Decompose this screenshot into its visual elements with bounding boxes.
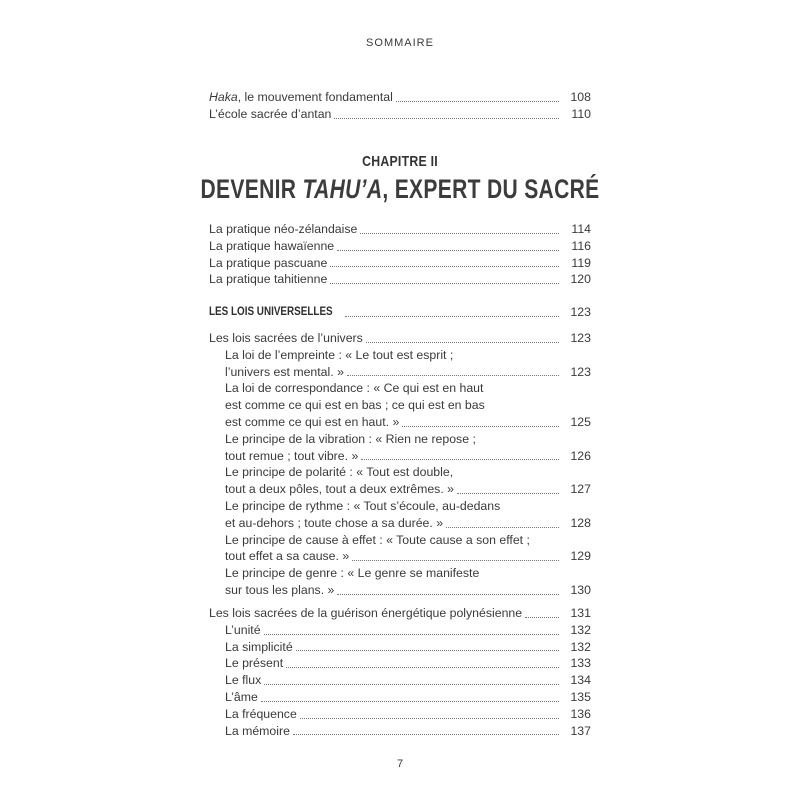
toc-entry-last-line bbox=[225, 364, 591, 381]
toc-subentry bbox=[209, 380, 591, 430]
toc-entry-label: La mémoire bbox=[225, 723, 290, 738]
toc-entry-line: est comme ce qui est en haut. » bbox=[225, 414, 400, 429]
running-head: SOMMAIRE bbox=[366, 37, 434, 49]
dot-leader bbox=[402, 426, 559, 427]
toc-entry-label: Les lois sacrées de l’univers bbox=[209, 331, 363, 345]
toc-entry-line: Le principe de polarité : « Tout est double, bbox=[225, 465, 454, 480]
dot-leader bbox=[337, 250, 559, 251]
toc-healing-block bbox=[209, 605, 591, 739]
toc-entry-page: 126 bbox=[570, 448, 591, 463]
toc-entry-page: 123 bbox=[570, 305, 591, 319]
dot-leader bbox=[457, 493, 559, 494]
toc-group-heading bbox=[209, 605, 591, 622]
dot-leader bbox=[261, 701, 559, 702]
toc-entry-label: La fréquence bbox=[225, 706, 297, 721]
toc-section-block bbox=[209, 304, 591, 321]
toc-subentry bbox=[209, 639, 591, 656]
dot-leader bbox=[525, 617, 559, 618]
toc-entry-page: 135 bbox=[570, 689, 591, 704]
toc-subentry bbox=[209, 565, 591, 599]
toc-entry-last-line bbox=[225, 548, 591, 565]
toc-entry-line: l’univers est mental. » bbox=[225, 364, 344, 379]
toc-subentry bbox=[209, 689, 591, 706]
toc-section-label: LES LOIS UNIVERSELLES bbox=[209, 306, 333, 318]
toc-entry-line: tout effet a sa cause. » bbox=[225, 549, 350, 564]
toc-subentry bbox=[209, 464, 591, 498]
dot-leader bbox=[360, 233, 559, 234]
dot-leader bbox=[296, 650, 559, 651]
toc-entry-label: Haka, le mouvement fondamental bbox=[209, 90, 393, 104]
toc-entry-page: 116 bbox=[571, 238, 591, 253]
toc-subentry bbox=[209, 498, 591, 532]
toc-laws-block bbox=[209, 330, 591, 599]
toc-subentry bbox=[209, 431, 591, 465]
dot-leader bbox=[334, 118, 559, 119]
toc-entry-last-line bbox=[225, 414, 591, 431]
toc-entry-label: La pratique hawaïenne bbox=[209, 238, 335, 253]
toc-entry-line: Le principe de genre : « Le genre se manifeste bbox=[225, 566, 480, 581]
toc-entry-page: 108 bbox=[570, 90, 591, 104]
toc-entry-page: 132 bbox=[570, 639, 591, 654]
toc-entry-page: 134 bbox=[570, 673, 591, 688]
toc-entry-page: 123 bbox=[570, 364, 591, 379]
toc-entry-label: Le flux bbox=[225, 673, 262, 688]
dot-leader bbox=[396, 101, 559, 102]
toc-entry-line: tout a deux pôles, tout a deux extrêmes. » bbox=[225, 482, 454, 497]
toc-entry-label: Les lois sacrées de la guérison énergétique polynésienne bbox=[209, 606, 523, 620]
toc-group-heading bbox=[209, 330, 591, 347]
toc-entry bbox=[209, 255, 591, 272]
toc-subentry bbox=[209, 655, 591, 672]
toc-practice-block bbox=[209, 221, 591, 288]
toc-entry-label: L’école sacrée d’antan bbox=[209, 106, 332, 121]
dot-leader bbox=[366, 342, 559, 343]
dot-leader bbox=[446, 527, 559, 528]
toc-entry-label: L’âme bbox=[225, 689, 258, 704]
toc-subentry bbox=[209, 347, 591, 381]
toc-entry-page: 123 bbox=[570, 331, 591, 345]
toc-entry-page: 130 bbox=[570, 582, 591, 597]
toc-entry-line: Le principe de cause à effet : « Toute cause a son effet ; bbox=[225, 532, 530, 547]
page-number: 7 bbox=[396, 758, 404, 770]
toc-subentry bbox=[209, 672, 591, 689]
toc-entry-last-line bbox=[225, 481, 591, 498]
toc-entry-last-line bbox=[225, 515, 591, 532]
toc-entry bbox=[209, 221, 591, 238]
dot-leader bbox=[337, 594, 559, 595]
toc-entry-line: est comme ce qui est en bas ; ce qui est en bas bbox=[225, 398, 485, 413]
toc-entry-page: 125 bbox=[570, 414, 591, 429]
toc-entry-page: 133 bbox=[570, 656, 591, 671]
toc-entry-label: Le présent bbox=[225, 656, 284, 671]
toc-entry-page: 127 bbox=[570, 482, 591, 497]
dot-leader bbox=[361, 459, 559, 460]
dot-leader bbox=[352, 560, 559, 561]
toc-entry-line: La loi de correspondance : « Ce qui est en haut bbox=[225, 381, 484, 396]
toc-entry-line: et au-dehors ; toute chose a sa durée. » bbox=[225, 515, 444, 530]
dot-leader bbox=[286, 667, 559, 668]
dot-leader bbox=[264, 634, 559, 635]
toc-entry-page: 137 bbox=[570, 723, 591, 738]
dot-leader bbox=[330, 266, 559, 267]
toc-entry-label: La pratique tahitienne bbox=[209, 272, 328, 287]
toc-entry bbox=[209, 271, 591, 288]
toc-entry-last-line bbox=[225, 582, 591, 599]
dot-leader bbox=[347, 375, 559, 376]
dot-leader bbox=[330, 283, 559, 284]
toc-top-block bbox=[209, 89, 591, 123]
toc-entry-page: 129 bbox=[570, 549, 591, 564]
dot-leader bbox=[345, 316, 559, 317]
toc-entry-last-line bbox=[225, 448, 591, 465]
toc-entry-page: 120 bbox=[570, 272, 591, 287]
toc-entry-line: sur tous les plans. » bbox=[225, 582, 335, 597]
toc-entry-line: Le principe de rythme : « Tout s’écoule, au-dedans bbox=[225, 498, 501, 513]
toc-subentry bbox=[209, 532, 591, 566]
toc-entry-page: 132 bbox=[570, 622, 591, 637]
toc-entry-line: La loi de l’empreinte : « Le tout est esprit ; bbox=[225, 347, 454, 362]
chapter-label: CHAPITRE II bbox=[362, 153, 438, 170]
toc-entry-label: La pratique pascuane bbox=[209, 255, 328, 270]
toc-entry bbox=[209, 238, 591, 255]
toc-subentry bbox=[209, 622, 591, 639]
toc-subentry bbox=[209, 706, 591, 723]
toc-entry bbox=[209, 89, 591, 106]
dot-leader bbox=[293, 734, 559, 735]
toc-entry-label: La simplicité bbox=[225, 639, 293, 654]
toc-entry-line: tout remue ; tout vibre. » bbox=[225, 448, 359, 463]
toc-entry-line: Le principe de la vibration : « Rien ne repose ; bbox=[225, 431, 476, 446]
toc-entry bbox=[209, 106, 591, 123]
toc-entry-page: 119 bbox=[571, 255, 591, 270]
toc-entry-label: La pratique néo-zélandaise bbox=[209, 222, 358, 236]
toc-entry-page: 110 bbox=[571, 106, 591, 121]
toc-entry-page: 128 bbox=[570, 515, 591, 530]
dot-leader bbox=[300, 718, 559, 719]
toc-entry-label: L’unité bbox=[225, 622, 261, 637]
chapter-title: DEVENIR TAHU’A, EXPERT DU SACRÉ bbox=[200, 174, 600, 204]
toc-section-heading bbox=[209, 304, 591, 321]
toc-entry-page: 136 bbox=[570, 706, 591, 721]
toc-entry-page: 114 bbox=[571, 222, 591, 236]
toc-entry-page: 131 bbox=[570, 606, 591, 620]
dot-leader bbox=[264, 684, 559, 685]
toc-subentry bbox=[209, 723, 591, 740]
